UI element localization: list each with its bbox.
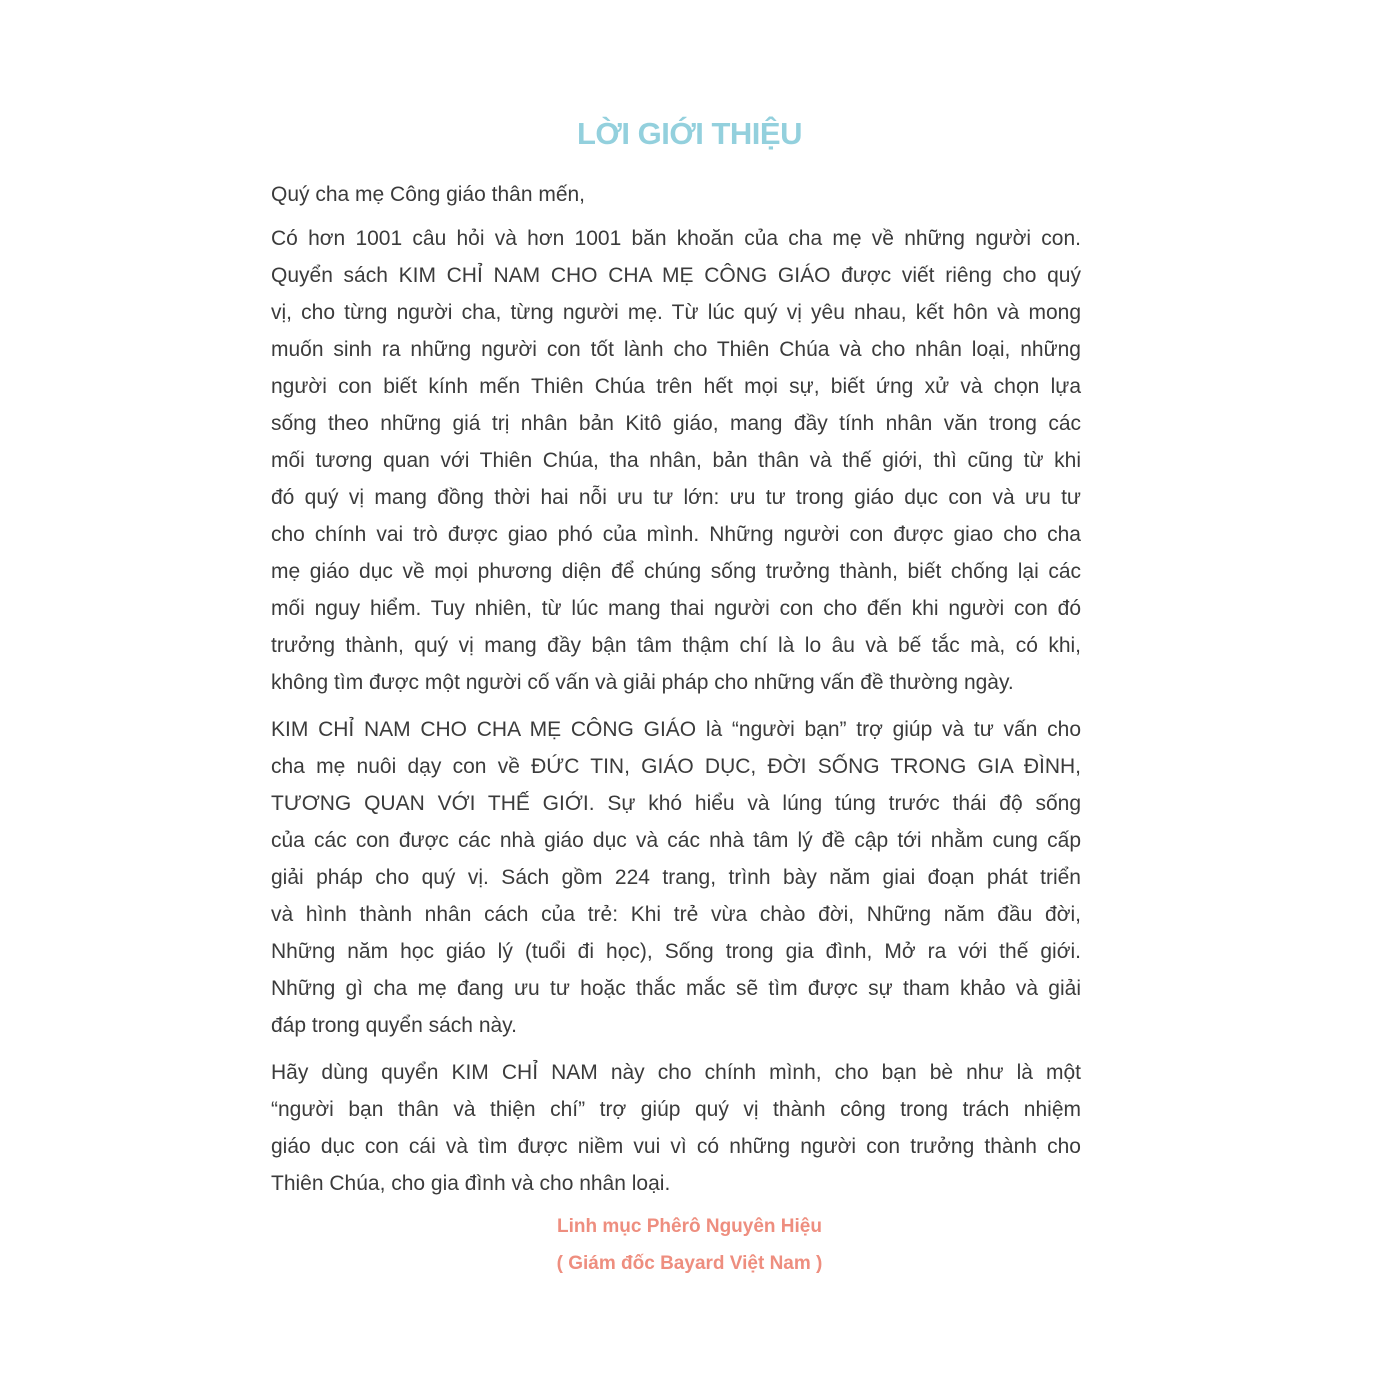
paragraph-line: cho chính vai trò được giao phó của mình. Những người con được giao cho cha [271,523,1081,546]
paragraph-2 [271,711,1081,1044]
paragraph-line: KIM CHỈ NAM CHO CHA MẸ CÔNG GIÁO là “người bạn” trợ giúp và tư vấn cho [271,718,1081,741]
paragraph-line: của các con được các nhà giáo dục và các nhà tâm lý đề cập tới nhằm cung cấp [271,829,1081,852]
paragraph-line: mối tương quan với Thiên Chúa, tha nhân, bản thân và thế giới, thì cũng từ khi [271,449,1081,472]
paragraph-line: muốn sinh ra những người con tốt lành cho Thiên Chúa và cho nhân loại, những [271,338,1081,361]
paragraph-line: Có hơn 1001 câu hỏi và hơn 1001 băn khoăn của cha mẹ về những người con. [271,227,1081,250]
paragraph-line: trưởng thành, quý vị mang đầy bận tâm thậm chí là lo âu và bế tắc mà, có khi, [271,634,1081,657]
paragraph-line: cha mẹ nuôi dạy con về ĐỨC TIN, GIÁO DỤC, ĐỜI SỐNG TRONG GIA ĐÌNH, [271,755,1081,778]
signature-role: ( Giám đốc Bayard Việt Nam ) [556,1253,823,1274]
document-body [271,176,1081,1212]
paragraph-line: và hình thành nhân cách của trẻ: Khi trẻ vừa chào đời, Những năm đầu đời, [271,903,1081,926]
paragraph-line: mẹ giáo dục về mọi phương diện để chúng sống trưởng thành, biết chống lại các [271,560,1081,583]
paragraph-line: sống theo những giá trị nhân bản Kitô giáo, mang đầy tính nhân văn trong các [271,412,1081,435]
paragraph-line: người con biết kính mến Thiên Chúa trên hết mọi sự, biết ứng xử và chọn lựa [271,375,1081,398]
paragraph-line: đáp trong quyển sách này. [271,1014,517,1037]
paragraph-line: không tìm được một người cố vấn và giải pháp cho những vấn đề thường ngày. [271,671,1014,694]
signature-block [0,1208,1379,1282]
paragraph-line: mối nguy hiểm. Tuy nhiên, từ lúc mang thai người con cho đến khi người con đó [271,597,1081,620]
page-title: LỜI GIỚI THIỆU [576,116,802,151]
paragraph-line: đó quý vị mang đồng thời hai nỗi ưu tư lớn: ưu tư trong giáo dục con và ưu tư [271,486,1081,509]
paragraph-line: Những gì cha mẹ đang ưu tư hoặc thắc mắc sẽ tìm được sự tham khảo và giải [271,977,1081,1000]
paragraph-line: Quyển sách KIM CHỈ NAM CHO CHA MẸ CÔNG GIÁO được viết riêng cho quý [271,264,1081,287]
greeting: Quý cha mẹ Công giáo thân mến, [271,183,586,206]
paragraph-line: giáo dục con cái và tìm được niềm vui vì có những người con trưởng thành cho [271,1135,1081,1158]
paragraph-line: giải pháp cho quý vị. Sách gồm 224 trang, trình bày năm giai đoạn phát triển [271,866,1081,889]
paragraph-line: Những năm học giáo lý (tuổi đi học), Sống trong gia đình, Mở ra với thế giới. [271,940,1081,963]
signature-name: Linh mục Phêrô Nguyên Hiệu [557,1216,822,1237]
paragraph-1 [271,220,1081,701]
paragraph-line: TƯƠNG QUAN VỚI THẾ GIỚI. Sự khó hiểu và lúng túng trước thái độ sống [271,792,1081,815]
paragraph-3 [271,1054,1081,1202]
paragraph-line: Thiên Chúa, cho gia đình và cho nhân loại. [271,1172,671,1195]
paragraph-line: vị, cho từng người cha, từng người mẹ. Từ lúc quý vị yêu nhau, kết hôn và mong [271,301,1081,324]
paragraph-line: “người bạn thân và thiện chí” trợ giúp quý vị thành công trong trách nhiệm [271,1098,1081,1121]
paragraphs [271,220,1081,1202]
paragraph-line: Hãy dùng quyển KIM CHỈ NAM này cho chính mình, cho bạn bè như là một [271,1061,1081,1084]
